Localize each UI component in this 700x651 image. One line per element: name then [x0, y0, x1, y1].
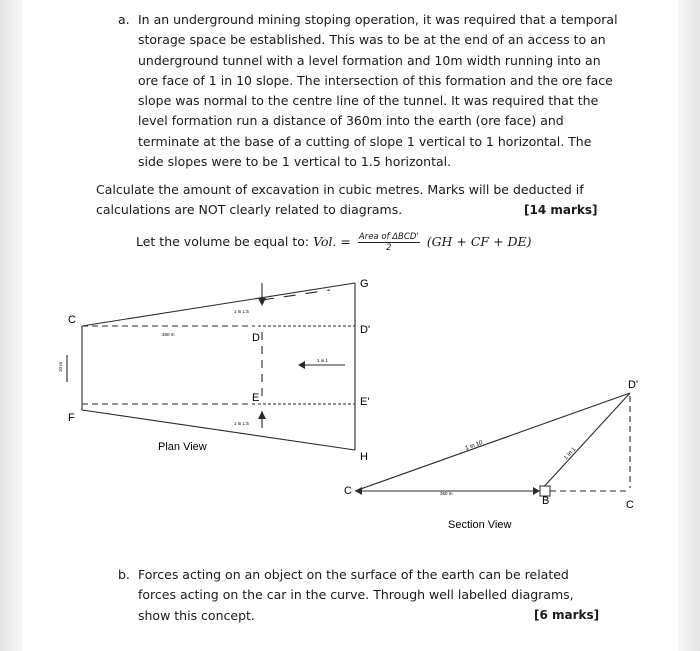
plan-slope-bottom: 1 in 1.5 — [234, 421, 249, 426]
plan-slope-face: 1 in 1 — [317, 358, 329, 363]
plan-bottom-edge — [82, 410, 355, 450]
plan-slope-top: 1 in 1.5 — [234, 309, 249, 314]
label-section-d-prime: D' — [628, 379, 639, 391]
label-d: D — [252, 332, 260, 344]
formula-vol: Vol. = — [313, 234, 351, 249]
formula-tail: (GH + CF + DE) — [426, 234, 532, 249]
section-arrowhead-c — [355, 487, 362, 495]
question-a-marks: [14 marks] — [524, 203, 598, 217]
question-b-line-1: Forces acting on an object on the surface of the earth can be related — [138, 567, 569, 582]
section-dim-length: 360 m — [440, 491, 453, 496]
plan-arrowhead-bottom — [258, 411, 266, 419]
question-b-line-3: show this concept. — [138, 607, 255, 623]
plan-dim-width: 10 m — [58, 361, 63, 372]
formula-denominator: 2 — [386, 243, 392, 253]
label-h: H — [360, 451, 368, 463]
label-e: E — [252, 392, 260, 404]
section-view-caption: Section View — [448, 519, 512, 531]
question-a-text: In an underground mining stoping operation, it was required that a temporal storage space be established. This was to be at the end of an access to an underground tunnel with a level formation and 10m width running into an ore face of 1 in 10 slope. The intersection of this formation and the ore face slope was normal to the centre line of the tunnel. It was required that the level formation run a distance of 360m into the earth (ore face) and terminate at the base of a cutting of slope 1 vertical to 1 horizontal. The side slopes were to be 1 vertical to 1.5 horizontal. — [138, 12, 618, 170]
label-section-c-right: C — [626, 499, 634, 511]
label-f: F — [68, 412, 75, 424]
formula-lead: Let the volume be equal to: — [136, 234, 310, 249]
question-b-line-2: forces acting on the car in the curve. Through well labelled diagrams, — [138, 587, 574, 603]
label-e-prime: E' — [360, 396, 370, 408]
section-slope-ore: 1 in 10 — [464, 440, 484, 452]
calculate-line-1: Calculate the amount of excavation in cubic metres. Marks will be deducted if — [96, 182, 584, 197]
section-ore-slope — [355, 393, 630, 491]
question-a-number: a. — [118, 12, 130, 27]
question-b-marks: [6 marks] — [534, 608, 600, 622]
plan-arrowhead-face — [298, 361, 305, 369]
section-slope-cut: 1 in 1 — [563, 446, 578, 462]
label-section-b: B — [542, 495, 550, 507]
section-cut-slope — [540, 393, 630, 491]
plan-dashed-gd — [262, 290, 330, 300]
plan-view-caption: Plan View — [158, 441, 207, 453]
label-c: C — [68, 314, 76, 326]
label-g: G — [360, 278, 369, 290]
label-section-c-left: C — [344, 485, 352, 497]
plan-dim-length: 360 m — [162, 332, 175, 337]
formula-numerator: Area of ΔBCD' — [358, 232, 419, 242]
calculate-line-2: calculations are NOT clearly related to diagrams. — [96, 202, 403, 217]
section-arrowhead-b — [533, 487, 540, 495]
plan-arrowhead-top — [258, 298, 266, 306]
question-b-number: b. — [118, 567, 130, 582]
label-d-prime: D' — [360, 324, 371, 336]
plan-top-edge — [82, 283, 355, 326]
